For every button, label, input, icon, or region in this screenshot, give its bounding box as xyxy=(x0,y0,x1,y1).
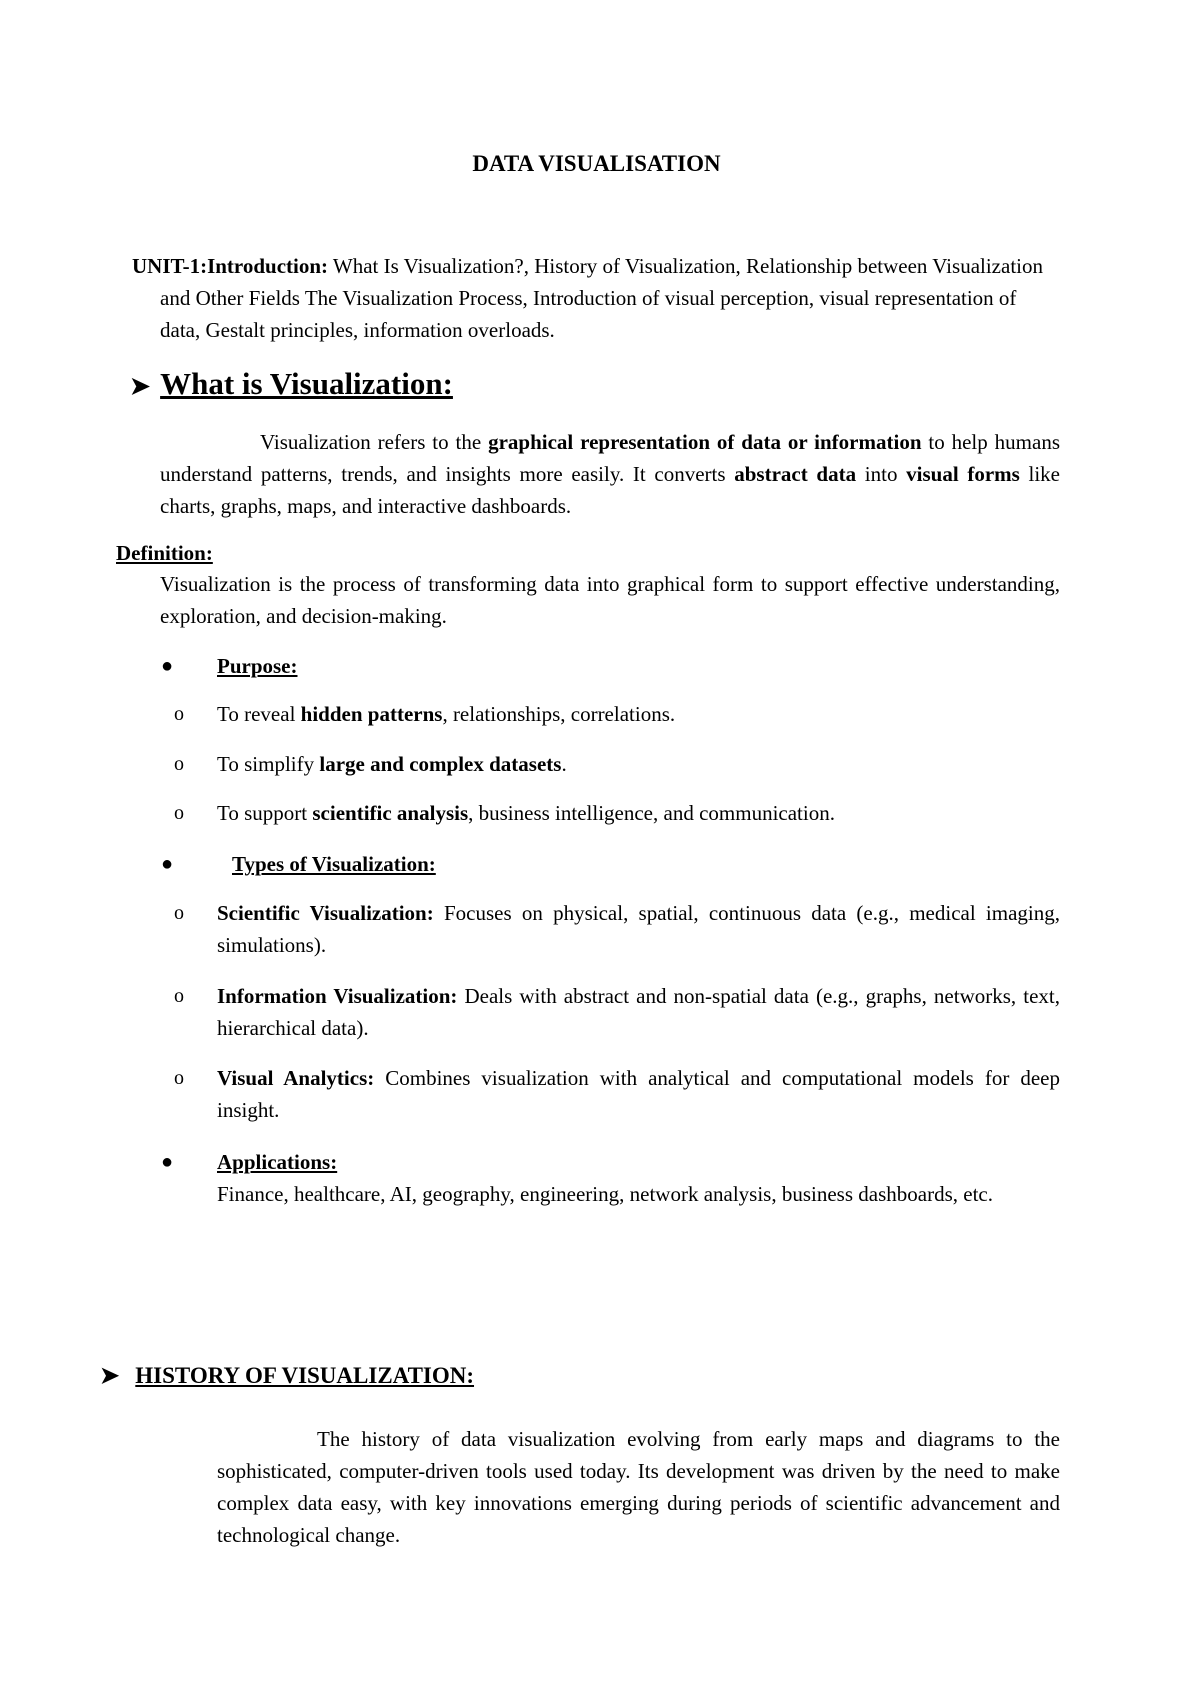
list-item: To simplify large and complex datasets. xyxy=(217,752,567,776)
bullet-icon: ● xyxy=(161,1151,174,1173)
definition-label: Definition: xyxy=(116,541,213,565)
list-item: Visual Analytics: Combines visualization with analytical and computational models for deep insight. xyxy=(217,1066,1060,1122)
sub-bullet-icon: o xyxy=(174,703,184,725)
purpose-label: Purpose: xyxy=(217,654,298,678)
sub-bullet-icon: o xyxy=(174,802,184,824)
history-paragraph: The history of data visualization evolving from early maps and diagrams to the sophisticated, computer-driven tools used today. Its development was driven by the need to make complex data easy, with key innovations emerging during periods of scientific advancement and technological change. xyxy=(217,1427,1060,1547)
sub-bullet-icon: o xyxy=(174,1067,184,1089)
definition-text: Visualization is the process of transforming data into graphical form to support effective understanding, exploration, and decision-making. xyxy=(160,572,1060,628)
visualization-intro-paragraph: Visualization refers to the graphical representation of data or information to help humans understand patterns, trends, and insights more easily. It converts abstract data into visual forms like charts, graphs, maps, and interactive dashboards. xyxy=(160,430,1061,518)
bullet-icon: ● xyxy=(161,853,174,875)
list-item: Information Visualization: Deals with abstract and non-spatial data (e.g., graphs, networks, text, hierarchical data). xyxy=(217,984,1060,1040)
unit-text: What Is Visualization?, History of Visualization, Relationship between Visualization and Other Fields The Visualization Process, Introduction of visual perception, visual representation of data, Gestalt principles, information overloads. xyxy=(160,254,1043,342)
page-title: DATA VISUALISATION xyxy=(472,151,721,176)
applications-label: Applications: xyxy=(217,1150,338,1174)
section-heading-what-is-visualization xyxy=(130,364,453,407)
arrow-bullet-icon: ➤ xyxy=(100,1363,120,1388)
arrow-bullet-icon: ➤ xyxy=(130,374,151,400)
section-heading-history xyxy=(100,1358,474,1394)
applications-text: Finance, healthcare, AI, geography, engineering, network analysis, business dashboards, etc. xyxy=(217,1182,993,1206)
list-item: To reveal hidden patterns, relationships, correlations. xyxy=(217,702,676,726)
unit-summary xyxy=(132,250,1060,346)
sub-bullet-icon: o xyxy=(174,985,184,1007)
sub-bullet-icon: o xyxy=(174,753,184,775)
unit-label: UNIT-1:Introduction: xyxy=(132,254,329,278)
bullet-icon: ● xyxy=(161,655,174,677)
section-heading-text: HISTORY OF VISUALIZATION: xyxy=(135,1363,475,1388)
list-item: To support scientific analysis, business intelligence, and communication. xyxy=(217,801,835,825)
types-label: Types of Visualization: xyxy=(232,852,436,876)
list-item: Scientific Visualization: Focuses on physical, spatial, continuous data (e.g., medical imaging, simulations). xyxy=(217,901,1060,957)
sub-bullet-icon: o xyxy=(174,902,184,924)
section-heading-text: What is Visualization: xyxy=(160,366,453,401)
